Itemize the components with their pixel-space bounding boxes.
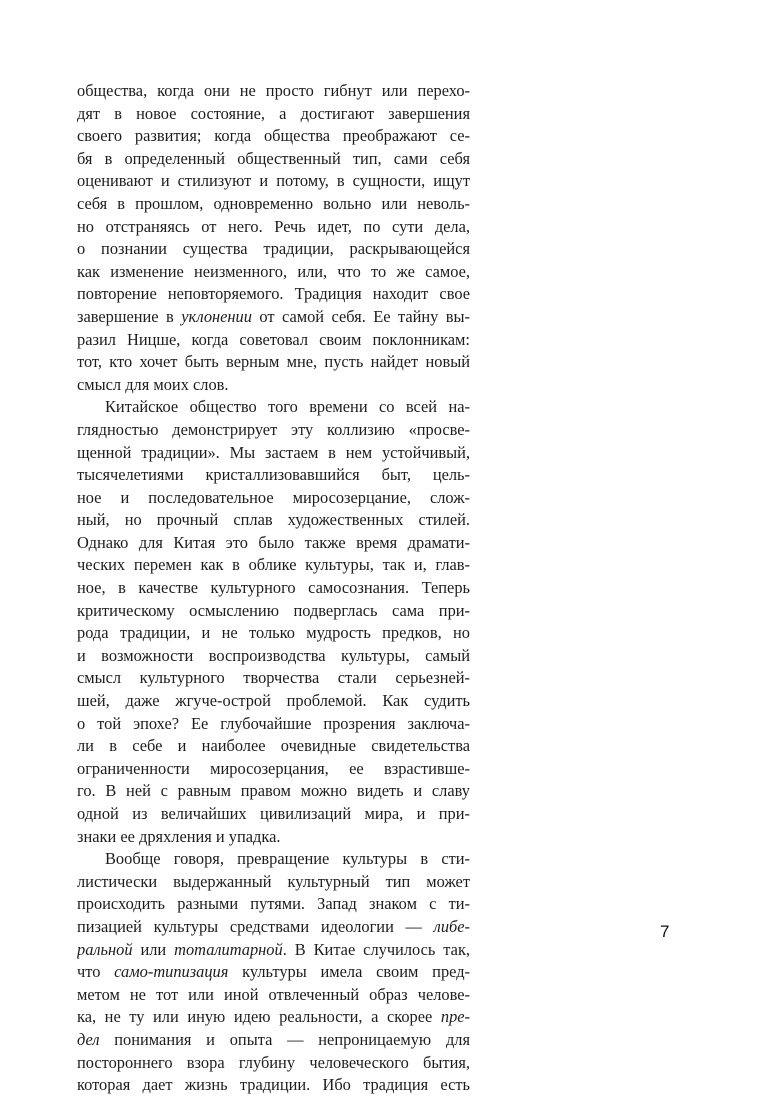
text-line — [77, 871, 470, 894]
text-run: разил Ницше, когда советовал своим поклонникам: — [77, 329, 470, 349]
text-run: смысл культурного творчества стали серьезней- — [77, 668, 470, 688]
body-text — [77, 80, 470, 1097]
text-line — [77, 148, 470, 171]
italic-run: дел — [77, 1029, 100, 1049]
text-run: что — [77, 962, 115, 982]
text-line — [77, 374, 470, 397]
text-run: ограниченности миросозерцания, ее взрастивше- — [77, 758, 470, 778]
text-run: себя в прошлом, одновременно вольно или неволь- — [77, 193, 470, 213]
text-run: культуры имела своим пред- — [228, 962, 470, 982]
text-run: завершение в — [77, 306, 182, 326]
text-run: го. В ней с равным правом можно видеть и славу — [77, 781, 470, 801]
text-line — [77, 351, 470, 374]
text-run: о той эпохе? Ее глубочайшие прозрения заключа- — [77, 713, 470, 733]
text-run: понимания и опыта — непроницаемую для — [99, 1029, 470, 1049]
text-run: Однако для Китая это было также время драмати- — [77, 532, 470, 552]
text-line — [77, 622, 470, 645]
text-line — [77, 1006, 470, 1029]
text-line — [77, 826, 470, 849]
text-line — [77, 216, 470, 239]
text-run: которая дает жизнь традиции. Ибо традиция есть — [77, 1075, 470, 1095]
text-run: рода традиции, и не только мудрость предков, но — [77, 623, 470, 643]
text-run: смысл для моих слов. — [77, 374, 229, 394]
text-line — [77, 283, 470, 306]
text-line — [77, 487, 470, 510]
text-run: своего развития; когда общества преображают се- — [77, 126, 470, 146]
text-line — [77, 984, 470, 1007]
text-line — [77, 848, 470, 871]
text-run: . В Китае случилось так, — [282, 939, 470, 959]
text-line — [77, 803, 470, 826]
text-run: одной из величайших цивилизаций мира, и при- — [77, 804, 470, 823]
italic-run: уклонении — [181, 306, 252, 326]
text-line — [77, 916, 470, 939]
text-run: тот, кто хочет быть верным мне, пусть найдет новый — [77, 352, 470, 372]
text-run: о познании существа традиции, раскрывающейся — [77, 239, 470, 259]
text-run: как изменение неизменного, или, что то же самое, — [77, 261, 470, 281]
text-line — [77, 329, 470, 352]
text-line — [77, 1074, 470, 1097]
text-line — [77, 667, 470, 690]
text-run: ное, в качестве культурного самосознания. Теперь — [77, 578, 470, 598]
text-run: ный, но прочный сплав художественных стилей. — [77, 510, 470, 530]
text-run: Китайское общество того времени со всей на- — [105, 397, 470, 417]
text-line — [77, 442, 470, 465]
text-line — [77, 261, 470, 284]
italic-run: тоталитарной — [174, 939, 283, 959]
text-line — [77, 577, 470, 600]
italic-run: ральной — [77, 939, 133, 959]
text-run: оценивают и стилизуют и потому, в сущности, ищут — [77, 171, 470, 191]
text-line — [77, 690, 470, 713]
paragraph — [77, 848, 470, 1097]
text-run: общества, когда они не просто гибнут или перехо- — [77, 81, 470, 100]
text-line — [77, 600, 470, 623]
text-run: ное и последовательное миросозерцание, слож- — [77, 487, 470, 507]
text-line — [77, 713, 470, 736]
text-line — [77, 125, 470, 148]
paragraph — [77, 396, 470, 848]
text-run: знаки ее дряхления и упадка. — [77, 826, 281, 846]
text-line — [77, 758, 470, 781]
text-run: шей, даже жгуче-острой проблемой. Как судить — [77, 691, 470, 711]
text-line — [77, 306, 470, 329]
paragraph — [77, 80, 470, 396]
text-run: глядностью демонстрирует эту коллизию «просве- — [77, 419, 470, 439]
text-run: происходить разными путями. Запад знаком с ти- — [77, 894, 470, 914]
text-run: бя в определенный общественный тип, сами себя — [77, 148, 470, 168]
text-line — [77, 103, 470, 126]
text-run: или — [132, 939, 175, 959]
text-run: щенной традиции». Мы застаем в нем устойчивый, — [77, 442, 470, 462]
text-line — [77, 193, 470, 216]
text-run: дят в новое состояние, а достигают завершения — [77, 103, 470, 123]
text-line — [77, 645, 470, 668]
italic-run: само-типизация — [114, 962, 229, 982]
text-run: критическому осмыслению подверглась сама при- — [77, 600, 470, 620]
text-line — [77, 532, 470, 555]
text-run: метом не тот или иной отвлеченный образ челове- — [77, 984, 470, 1004]
text-line — [77, 509, 470, 532]
text-run: от самой себя. Ее тайну вы- — [251, 306, 470, 326]
text-line — [77, 464, 470, 487]
text-line — [77, 170, 470, 193]
text-run: постороннего взора глубину человеческого бытия, — [77, 1052, 470, 1072]
text-line — [77, 1029, 470, 1052]
text-run: ка, не ту или иную идею реальности, а скорее — [77, 1007, 441, 1027]
text-line — [77, 419, 470, 442]
text-line — [77, 396, 470, 419]
text-run: но отстраняясь от него. Речь идет, по сути дела, — [77, 216, 470, 236]
text-line — [77, 1052, 470, 1075]
text-run: Вообще говоря, превращение культуры в сти- — [105, 849, 470, 869]
italic-run: либе- — [433, 916, 470, 936]
text-run: пизацией культуры средствами идеологии — — [77, 916, 434, 936]
text-line — [77, 238, 470, 261]
text-run: и возможности воспроизводства культуры, самый — [77, 645, 470, 665]
text-run: повторение неповторяемого. Традиция находит свое — [77, 284, 470, 304]
text-line — [77, 735, 470, 758]
text-line — [77, 961, 470, 984]
text-line — [77, 939, 470, 962]
text-line — [77, 780, 470, 803]
text-run: листически выдержанный культурный тип может — [77, 871, 470, 891]
text-line — [77, 80, 470, 103]
text-run: ческих перемен как в облике культуры, так и, глав- — [77, 555, 470, 575]
text-run: тысячелетиями кристаллизовавшийся быт, цель- — [77, 465, 470, 485]
italic-run: пре- — [440, 1007, 470, 1027]
text-line — [77, 554, 470, 577]
text-run: ли в себе и наиболее очевидные свидетельства — [77, 736, 470, 756]
page-number: 7 — [660, 922, 670, 941]
text-line — [77, 893, 470, 916]
